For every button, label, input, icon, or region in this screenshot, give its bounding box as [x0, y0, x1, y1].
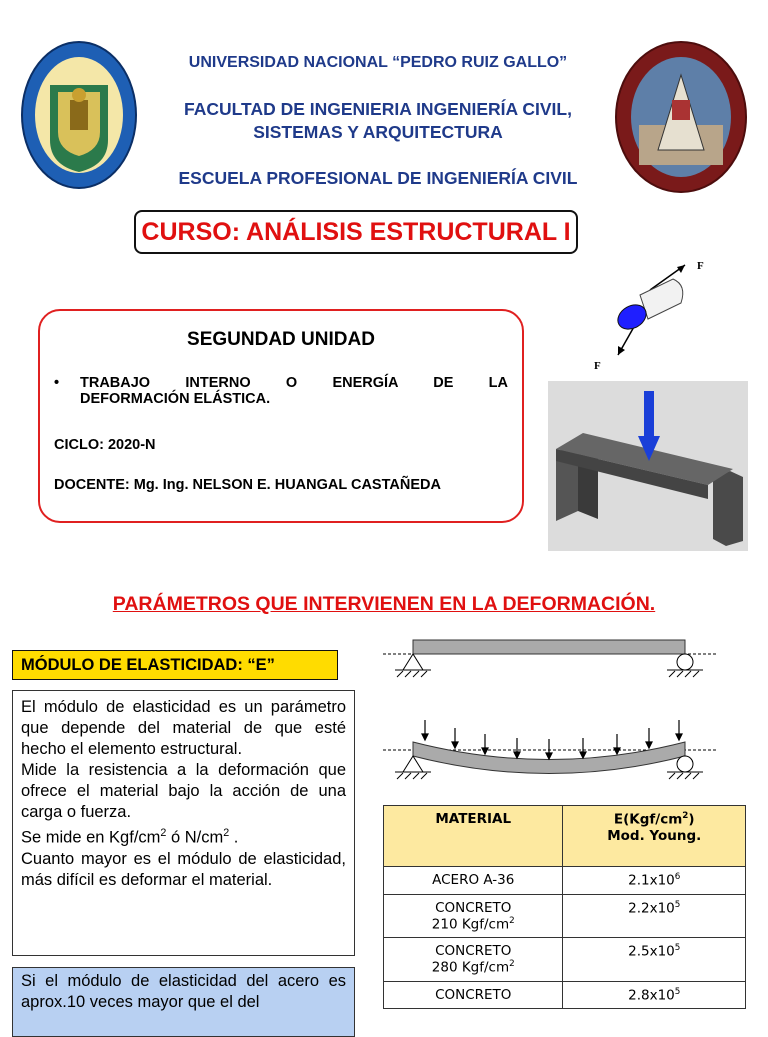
- faculty-line-1: FACULTAD DE INGENIERIA INGENIERÍA CIVIL,: [184, 99, 572, 119]
- modulus-cell: $2.8x10^5$: [563, 981, 746, 1009]
- desc-paragraph-4: Cuanto mayor es el módulo de elasticidad, más difícil es deformar el material.: [21, 849, 346, 889]
- table-header-row: [384, 806, 746, 867]
- cylinder-force-figure: [585, 255, 705, 375]
- section-title: PARÁMETROS QUE INTERVIENEN EN LA DEFORMACIÓN.: [112, 593, 656, 615]
- university-name: UNIVERSIDAD NACIONAL “PEDRO RUIZ GALLO”: [188, 54, 568, 71]
- course-title: CURSO: ANÁLISIS ESTRUCTURAL I: [134, 210, 578, 254]
- force-label-bottom: F: [594, 360, 601, 372]
- desc-paragraph-1: El módulo de elasticidad es un parámetro que depende del material de que esté hecho el elemento estructural.: [21, 698, 346, 758]
- school-name: ESCUELA PROFESIONAL DE INGENIERÍA CIVIL: [178, 168, 578, 188]
- table-row: [384, 867, 746, 895]
- faculty-line-2: SISTEMAS Y ARQUITECTURA: [253, 122, 503, 142]
- modulus-title: MÓDULO DE ELASTICIDAD: “E”: [12, 650, 338, 680]
- beam-3d-figure: [548, 381, 748, 551]
- desc-paragraph-2: Mide la resistencia a la deformación que ofrece el material bajo la acción de una carga o fuerza.: [21, 761, 346, 821]
- material-cell: CONCRETO: [384, 981, 563, 1009]
- materials-table: [383, 805, 746, 1009]
- material-cell: CONCRETO 210 Kgf/$cm^2$: [384, 894, 563, 938]
- beam-diagrams: [383, 632, 723, 792]
- unit-title: SEGUNDAD UNIDAD: [187, 329, 375, 350]
- header-material: MATERIAL: [384, 806, 563, 867]
- university-logo: [20, 40, 138, 190]
- material-cell: CONCRETO 280 Kgf/$cm^2$: [384, 938, 563, 982]
- table-row: [384, 938, 746, 982]
- topic-line-2: DEFORMACIÓN ELÁSTICA.: [80, 391, 271, 407]
- material-cell: ACERO A-36: [384, 867, 563, 895]
- faculty-name: [148, 98, 608, 144]
- modulus-description: [12, 690, 355, 956]
- table-row: [384, 894, 746, 938]
- modulus-cell: $2.2x10^5$: [563, 894, 746, 938]
- unit-box: [38, 309, 524, 523]
- cycle-text: CICLO: 2020-N: [54, 437, 156, 453]
- modulus-cell: $2.1x10^6$: [563, 867, 746, 895]
- unit-topic: [54, 375, 508, 407]
- teacher-text: DOCENTE: Mg. Ing. NELSON E. HUANGAL CASTAÑEDA: [54, 477, 441, 493]
- modulus-cell: $2.5x10^5$: [563, 938, 746, 982]
- desc-paragraph-3: Se mide en Kgf/$cm^2$ ó $N/cm^2$ .: [21, 827, 239, 847]
- force-label-top: F: [697, 260, 704, 272]
- table-row: [384, 981, 746, 1009]
- bullet-icon: •: [54, 375, 60, 391]
- note-box: Si el módulo de elasticidad del acero es aprox.10 veces mayor que el del: [12, 967, 355, 1037]
- faculty-logo: [614, 40, 749, 195]
- topic-line-1: TRABAJO INTERNO O ENERGÍA DE LA: [80, 375, 508, 391]
- header-modulus: $E(Kgf/cm^2)$ Mod. Young.: [563, 806, 746, 867]
